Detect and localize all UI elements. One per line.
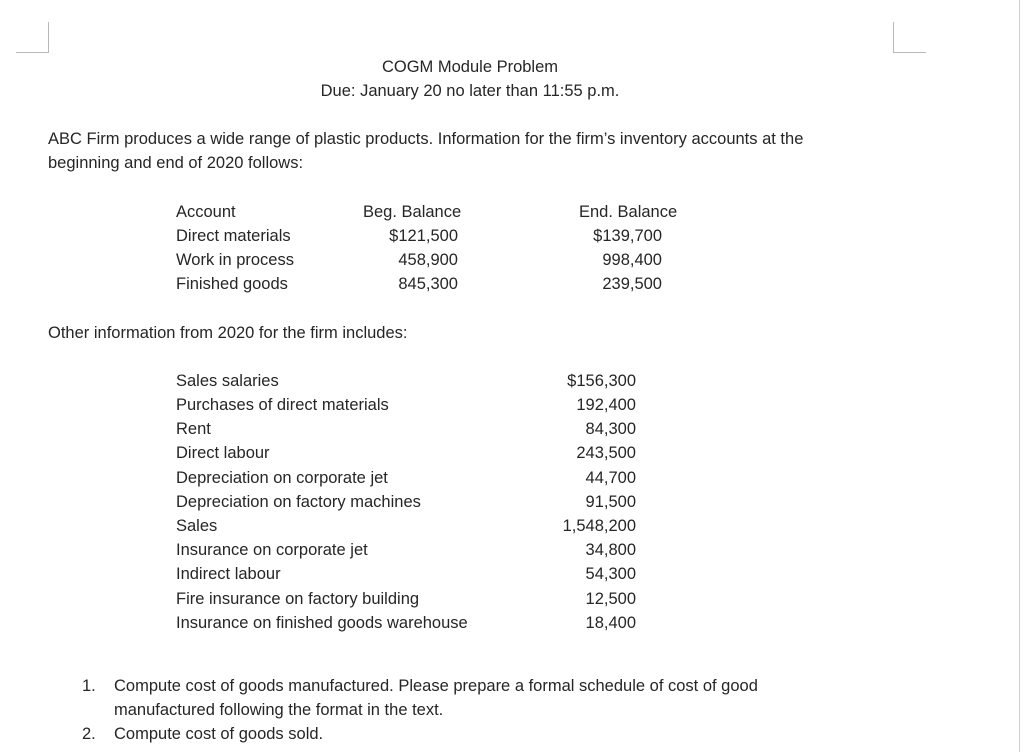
item-value: 54,300 xyxy=(585,565,636,583)
question-number: 2. xyxy=(82,725,96,743)
row-beg-balance: 458,900 xyxy=(398,251,458,269)
item-value: 1,548,200 xyxy=(562,517,636,535)
intro-line-1: ABC Firm produces a wide range of plastic products. Information for the firm’s inventory accounts at the xyxy=(48,130,804,148)
col-header-end-balance: End. Balance xyxy=(579,203,678,221)
page-edge-divider xyxy=(1019,0,1020,752)
item-label: Insurance on corporate jet xyxy=(176,541,368,559)
row-end-balance: $139,700 xyxy=(593,227,662,245)
other-info-intro: Other information from 2020 for the firm includes: xyxy=(48,324,408,342)
question-list xyxy=(78,674,838,746)
item-label: Sales xyxy=(176,517,218,535)
crop-mark-top-right xyxy=(893,22,926,53)
item-value: 12,500 xyxy=(585,590,636,608)
item-value: 44,700 xyxy=(585,469,636,487)
question-item xyxy=(78,722,838,746)
document-title: COGM Module Problem xyxy=(381,58,559,76)
item-label: Fire insurance on factory building xyxy=(176,590,420,608)
question-text-line-2: manufactured following the format in the text. xyxy=(114,701,444,719)
item-value: 18,400 xyxy=(585,614,636,632)
item-label: Depreciation on factory machines xyxy=(176,493,421,511)
item-label: Insurance on finished goods warehouse xyxy=(176,614,468,632)
item-label: Purchases of direct materials xyxy=(176,396,389,414)
row-account: Finished goods xyxy=(176,275,288,293)
item-label: Rent xyxy=(176,420,211,438)
row-account: Work in process xyxy=(176,251,294,269)
question-item xyxy=(78,674,838,722)
intro-line-2: beginning and end of 2020 follows: xyxy=(48,154,304,172)
question-number: 1. xyxy=(82,677,96,695)
row-account: Direct materials xyxy=(176,227,291,245)
item-label: Sales salaries xyxy=(176,372,279,390)
row-end-balance: 998,400 xyxy=(602,251,662,269)
item-value: 84,300 xyxy=(585,420,636,438)
crop-mark-top-left xyxy=(16,22,49,53)
due-date: Due: January 20 no later than 11:55 p.m. xyxy=(320,82,620,100)
item-value: 34,800 xyxy=(585,541,636,559)
item-value: 243,500 xyxy=(576,444,636,462)
row-beg-balance: 845,300 xyxy=(398,275,458,293)
item-value: 192,400 xyxy=(576,396,636,414)
row-beg-balance: $121,500 xyxy=(389,227,458,245)
col-header-account: Account xyxy=(176,203,236,221)
item-label: Depreciation on corporate jet xyxy=(176,469,388,487)
item-value: 91,500 xyxy=(585,493,636,511)
item-label: Indirect labour xyxy=(176,565,281,583)
col-header-beg-balance: Beg. Balance xyxy=(363,203,462,221)
item-value: $156,300 xyxy=(567,372,636,390)
item-label: Direct labour xyxy=(176,444,270,462)
row-end-balance: 239,500 xyxy=(602,275,662,293)
question-text-line-1: Compute cost of goods sold. xyxy=(114,725,324,743)
question-text-line-1: Compute cost of goods manufactured. Please prepare a formal schedule of cost of good xyxy=(114,677,758,695)
